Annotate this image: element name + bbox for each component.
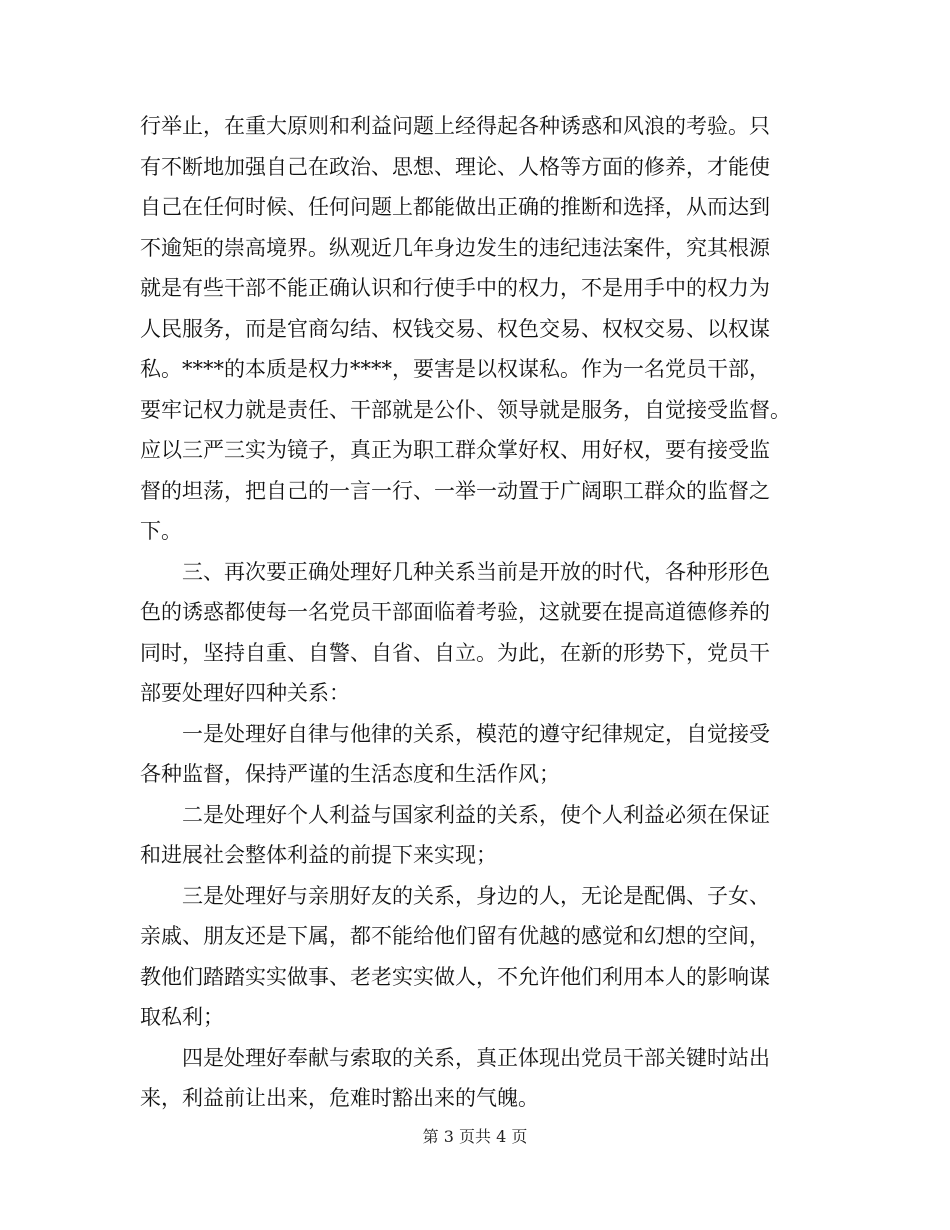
text-line: 不逾矩的崇高境界。纵观近几年身边发生的违纪违法案件，究其根源 [140, 235, 770, 260]
text-line: 各种监督，保持严谨的生活态度和生活作风； [140, 762, 560, 786]
text-line: 应以三严三实为镜子，真正为职工群众掌好权、用好权，要有接受监 [140, 438, 770, 462]
text-line: 三、再次要正确处理好几种关系当前是开放的时代，各种形形色 [140, 559, 770, 584]
text-line: 和进展社会整体利益的前提下来实现； [140, 843, 497, 867]
text-line: 来，利益前让出来，危难时豁出来的气魄。 [140, 1086, 539, 1110]
text-line: 同时，坚持自重、自警、自省、自立。为此，在新的形势下，党员干 [140, 640, 770, 665]
text-line: 就是有些干部不能正确认识和行使手中的权力，不是用手中的权力为 [140, 276, 770, 300]
page-footer: 第 3 页共 4 页 [422, 1127, 528, 1146]
text-line: 色的诱惑都使每一名党员干部面临着考验，这就要在提高道德修养的 [140, 600, 770, 624]
text-line: 亲戚、朋友还是下属，都不能给他们留有优越的感觉和幻想的空间， [140, 924, 770, 948]
text-line: 部要处理好四种关系： [140, 681, 350, 705]
text-line: 要牢记权力就是责任、干部就是公仆、领导就是服务，自觉接受监督。 [140, 397, 791, 422]
text-line: 行举止，在重大原则和利益问题上经得起各种诱惑和风浪的考验。只 [140, 114, 770, 138]
text-line: 人民服务，而是官商勾结、权钱交易、权色交易、权权交易、以权谋 [140, 316, 770, 341]
text-line: 二是处理好个人利益与国家利益的关系，使个人利益必须在保证 [140, 802, 770, 827]
text-line: 督的坦荡，把自己的一言一行、一举一动置于广阔职工群众的监督之 [140, 478, 770, 503]
text-line: 教他们踏踏实实做事、老老实实做人，不允许他们利用本人的影响谋 [140, 964, 770, 989]
text-line: 自己在任何时候、任何问题上都能做出正确的推断和选择，从而达到 [140, 195, 770, 219]
text-line: 下。 [140, 519, 182, 543]
text-line: 四是处理好奉献与索取的关系，真正体现出党员干部关键时站出 [140, 1045, 770, 1070]
text-line: 有不断地加强自己在政治、思想、理论、人格等方面的修养，才能使 [140, 154, 770, 179]
text-line: 私。****的本质是权力****，要害是以权谋私。作为一名党员干部， [140, 357, 770, 381]
text-line: 取私利； [140, 1005, 224, 1029]
text-line: 三是处理好与亲朋好友的关系，身边的人，无论是配偶、子女、 [140, 883, 770, 908]
document-body [140, 106, 814, 1119]
text-line: 一是处理好自律与他律的关系，模范的遵守纪律规定，自觉接受 [140, 721, 770, 746]
